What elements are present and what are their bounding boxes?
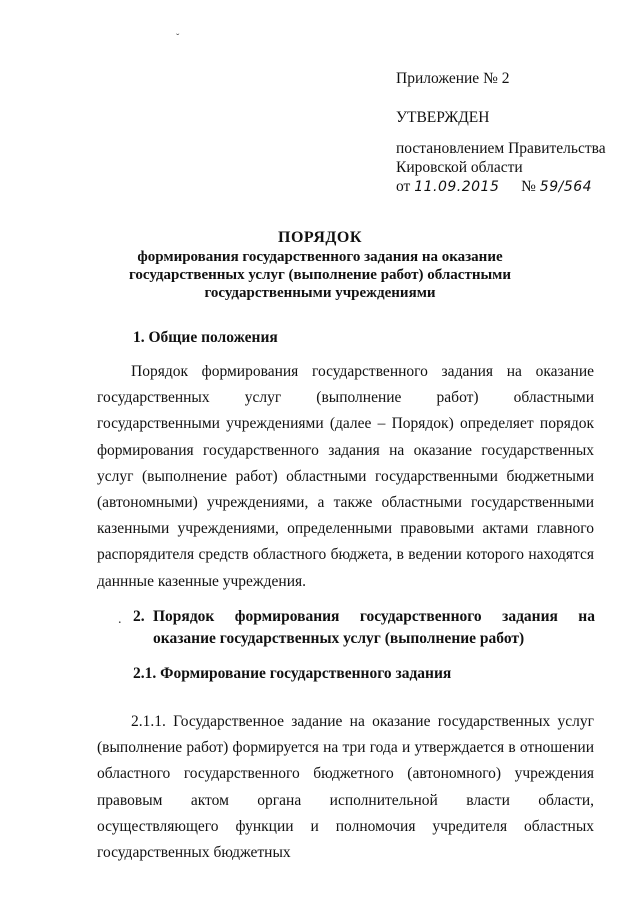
scan-speck: ˇ [176,33,180,44]
scan-mark: . [118,612,122,627]
document-title [90,228,550,302]
section-2-heading [133,606,595,650]
decree-date-line [396,178,592,196]
appendix-label: Приложение № 2 [396,70,510,87]
approved-label: УТВЕРЖДЕН [396,109,490,126]
section-2-1-heading: 2.1. Формирование государственного задания [133,665,452,682]
number-prefix: № [521,178,536,195]
title-sub-line-3: государственными учреждениями [204,285,436,301]
section-2-1-paragraph: 2.1.1. Государственное задание на оказание государственных услуг (выполнение работ) формируется на три года и утверждается в отношении областного государственного бюджетного (автономного) учреждения правовым актом органа исполнительной власти области, осуществляющего функции и полномочия учредителя областных государственных бюджетных [97,713,594,862]
section-1-paragraph: Порядок формирования государственного задания на оказание государственных услуг (выполнение работ) областными государственными учреждениями (далее – Порядок) определяет порядок формирования государственного задания на оказание государственных услуг (выполнение работ) областными государственными бюджетными (автономными) учреждениями, а также областными государственными казенными учреждениями, определенными правовыми актами главного распорядителя средств областного бюджета, в ведении которого находятся даннные казенные учреждения. [97,363,594,590]
handwritten-number: 59/564 [539,179,593,195]
section-2-heading-text: Порядок формирования государственного задания на оказание государственных услуг (выполнение работ) [153,608,595,647]
decree-line-2: Кировской области [396,159,523,176]
section-1-heading: 1. Общие положения [133,329,278,346]
section-2-number: 2. [133,608,145,625]
decree-line-1: постановлением Правительства [396,140,606,157]
title-sub-line-1: формирования государственного задания на оказание [137,249,503,265]
handwritten-date: 11.09.2015 [414,179,500,195]
date-prefix: от [396,178,411,195]
title-main: ПОРЯДОК [278,229,362,246]
title-sub-line-2: государственных услуг (выполнение работ) областными [128,267,512,283]
